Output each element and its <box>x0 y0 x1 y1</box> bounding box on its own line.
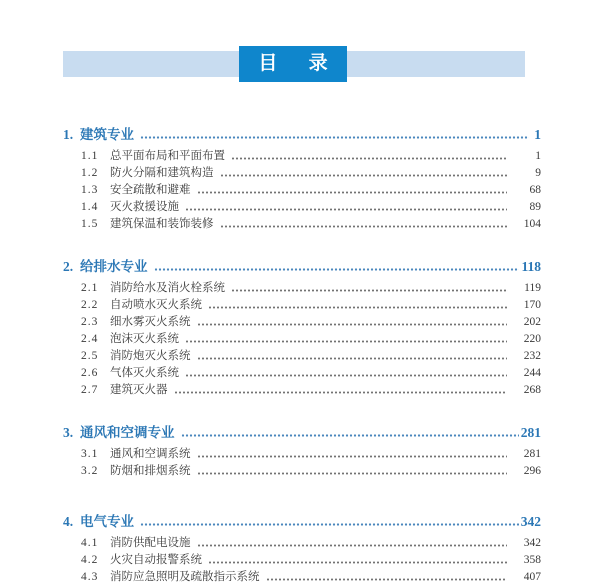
entry-title: 细水雾灭火系统 <box>110 316 191 328</box>
entry-title: 自动喷水灭火系统 <box>110 299 202 311</box>
entry-page-number: 342 <box>523 537 541 549</box>
page-title: 目 录 <box>258 53 328 74</box>
entry-number: 4.1 <box>81 537 99 549</box>
entry-title: 防烟和排烟系统 <box>110 465 191 477</box>
toc-chapter-entry <box>63 513 541 531</box>
entry-title: 灭火救援设施 <box>110 201 179 213</box>
entry-number: 2.1 <box>81 282 99 294</box>
toc-section <box>63 513 541 586</box>
entry-title: 建筑保温和装饰装修 <box>110 218 214 230</box>
entry-page-number: 119 <box>524 282 541 294</box>
dot-leader <box>154 268 520 271</box>
toc-item-entry <box>63 382 541 399</box>
toc-item-entry <box>63 199 541 216</box>
entry-number: 1.5 <box>81 218 99 230</box>
toc-chapter-entry <box>63 424 541 442</box>
toc-item-entry <box>63 165 541 182</box>
entry-number: 2.5 <box>81 350 99 362</box>
entry-number: 1. <box>63 127 74 142</box>
entry-title: 建筑专业 <box>80 127 134 142</box>
toc-item-entry <box>63 297 541 314</box>
entry-title: 给排水专业 <box>80 259 148 274</box>
entry-page-number: 89 <box>529 201 541 213</box>
toc-item-entry <box>63 552 541 569</box>
entry-number: 1.3 <box>81 184 99 196</box>
dot-leader <box>140 523 519 526</box>
entry-page-number: 407 <box>523 571 541 583</box>
toc-list <box>63 126 541 586</box>
dot-leader <box>197 323 508 326</box>
entry-number: 2.6 <box>81 367 99 379</box>
entry-page-number: 104 <box>523 218 541 230</box>
entry-title: 防火分隔和建筑构造 <box>110 167 214 179</box>
entry-number: 3.1 <box>81 448 99 460</box>
toc-section <box>63 126 541 233</box>
entry-page-number: 232 <box>523 350 541 362</box>
toc-item-entry <box>63 446 541 463</box>
entry-title: 消防应急照明及疏散指示系统 <box>110 571 260 583</box>
dot-leader <box>185 374 507 377</box>
dot-leader <box>231 289 507 292</box>
entry-number: 2.4 <box>81 333 99 345</box>
toc-item-entry <box>63 216 541 233</box>
entry-number: 3. <box>63 425 74 440</box>
entry-title: 建筑灭火器 <box>110 384 168 396</box>
entry-page-number: 1 <box>535 150 541 162</box>
dot-leader <box>197 455 508 458</box>
entry-page-number: 220 <box>523 333 541 345</box>
entry-title: 气体灭火系统 <box>110 367 179 379</box>
dot-leader <box>266 578 508 581</box>
toc-item-entry <box>63 280 541 297</box>
toc-item-entry <box>63 148 541 165</box>
entry-page-number: 342 <box>520 514 541 529</box>
entry-page-number: 296 <box>523 465 541 477</box>
entry-number: 3.2 <box>81 465 99 477</box>
toc-section <box>63 424 541 480</box>
entry-title: 消防炮灭火系统 <box>110 350 191 362</box>
entry-page-number: 281 <box>520 425 541 440</box>
toc-item-entry <box>63 365 541 382</box>
toc-item-entry <box>63 331 541 348</box>
entry-title: 总平面布局和平面布置 <box>110 150 225 162</box>
entry-page-number: 281 <box>523 448 541 460</box>
dot-leader <box>231 157 507 160</box>
dot-leader <box>197 191 508 194</box>
entry-page-number: 1 <box>534 127 541 142</box>
toc-item-entry <box>63 348 541 365</box>
entry-title: 通风和空调专业 <box>80 425 175 440</box>
dot-leader <box>181 434 519 437</box>
toc-title-box <box>239 46 347 82</box>
entry-page-number: 118 <box>521 259 541 274</box>
dot-leader <box>197 357 508 360</box>
entry-page-number: 358 <box>523 554 541 566</box>
dot-leader <box>220 225 508 228</box>
toc-chapter-entry <box>63 258 541 276</box>
entry-page-number: 170 <box>523 299 541 311</box>
entry-number: 4. <box>63 514 74 529</box>
entry-number: 1.2 <box>81 167 99 179</box>
entry-page-number: 202 <box>523 316 541 328</box>
toc-section <box>63 258 541 399</box>
toc-item-entry <box>63 463 541 480</box>
entry-page-number: 68 <box>529 184 541 196</box>
dot-leader <box>185 340 507 343</box>
toc-item-entry <box>63 569 541 586</box>
dot-leader <box>208 561 507 564</box>
entry-number: 2.3 <box>81 316 99 328</box>
entry-number: 4.2 <box>81 554 99 566</box>
entry-page-number: 244 <box>523 367 541 379</box>
entry-title: 通风和空调系统 <box>110 448 191 460</box>
entry-title: 消防给水及消火栓系统 <box>110 282 225 294</box>
toc-item-entry <box>63 535 541 552</box>
entry-page-number: 9 <box>535 167 541 179</box>
entry-page-number: 268 <box>523 384 541 396</box>
entry-title: 泡沫灭火系统 <box>110 333 179 345</box>
dot-leader <box>220 174 508 177</box>
dot-leader <box>197 472 508 475</box>
entry-title: 消防供配电设施 <box>110 537 191 549</box>
toc-item-entry <box>63 182 541 199</box>
entry-number: 2.2 <box>81 299 99 311</box>
toc-item-entry <box>63 314 541 331</box>
entry-number: 1.4 <box>81 201 99 213</box>
dot-leader <box>174 391 508 394</box>
dot-leader <box>208 306 507 309</box>
entry-number: 1.1 <box>81 150 99 162</box>
entry-number: 2. <box>63 259 74 274</box>
dot-leader <box>185 208 507 211</box>
entry-title: 安全疏散和避难 <box>110 184 191 196</box>
entry-number: 2.7 <box>81 384 99 396</box>
toc-chapter-entry <box>63 126 541 144</box>
dot-leader <box>140 136 529 139</box>
entry-number: 4.3 <box>81 571 99 583</box>
entry-title: 火灾自动报警系统 <box>110 554 202 566</box>
entry-title: 电气专业 <box>80 514 134 529</box>
